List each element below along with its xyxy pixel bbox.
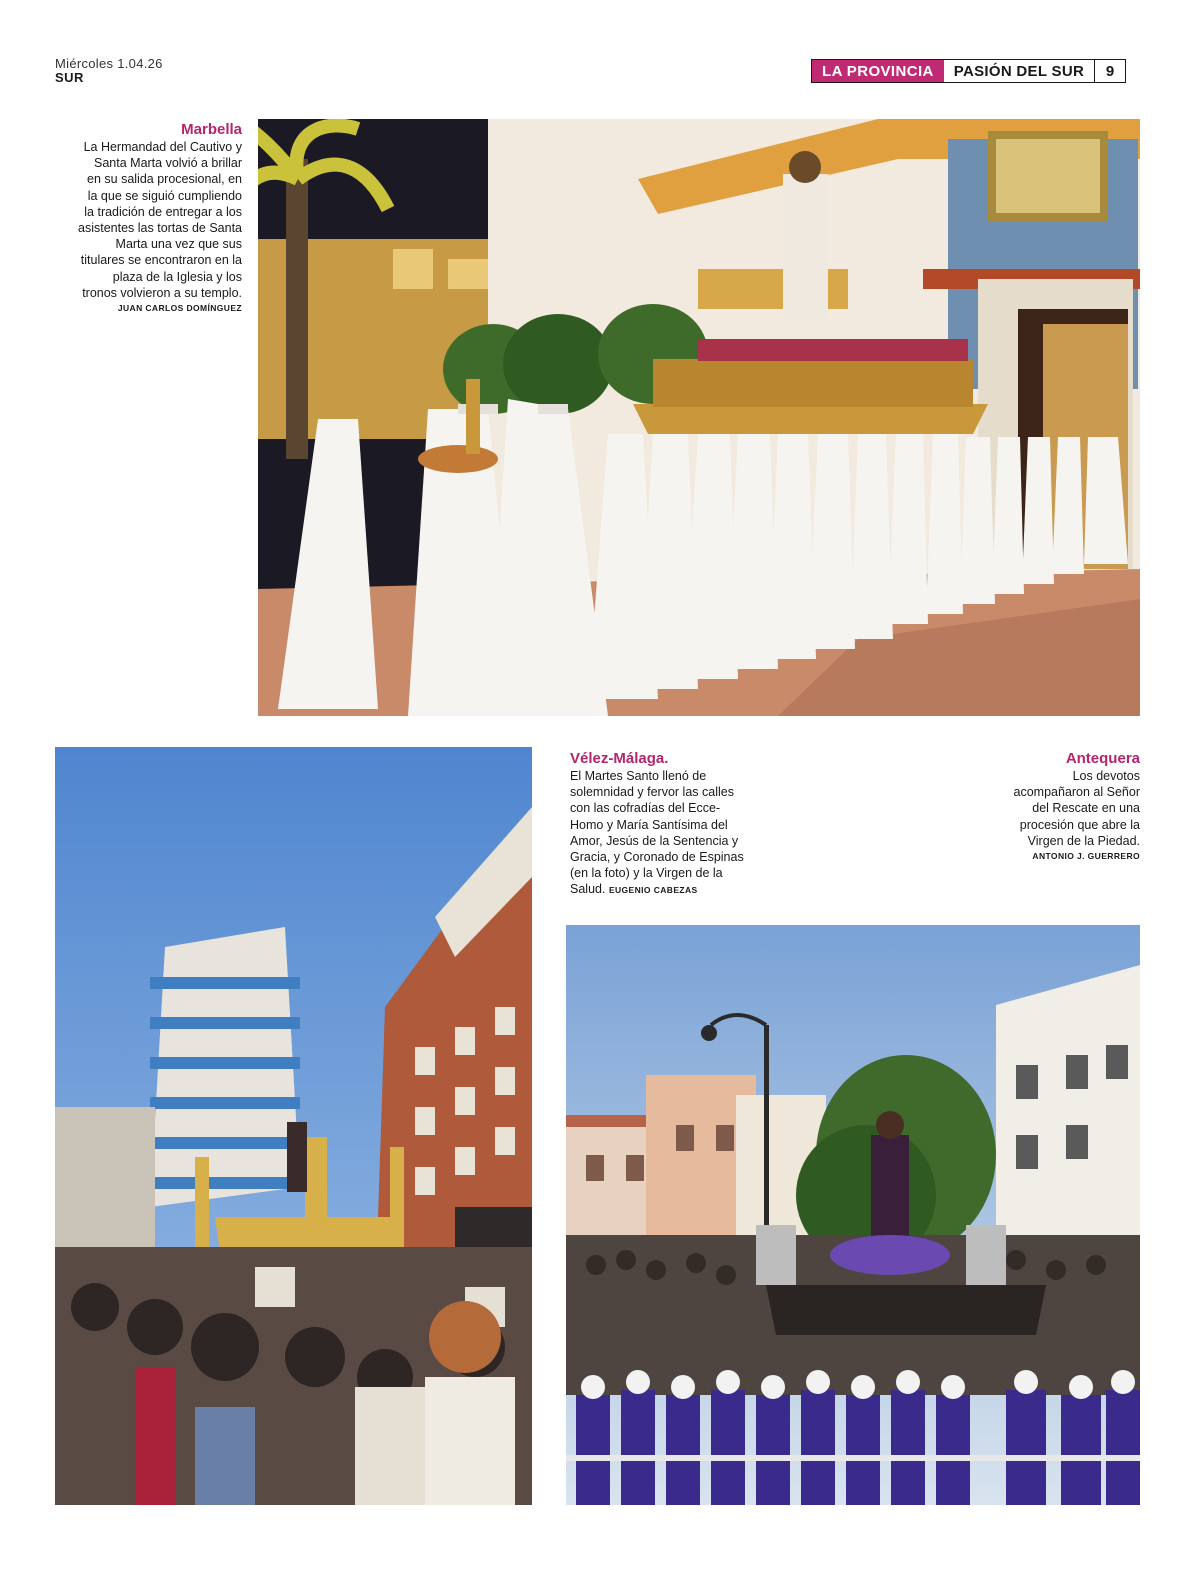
velez-malaga-procession-photo (55, 747, 532, 1505)
antequera-caption (960, 750, 1140, 861)
issue-date: Miércoles 1.04.26 (55, 56, 163, 71)
subsection-label: PASIÓN DEL SUR (944, 60, 1095, 82)
antequera-procession-photo (566, 925, 1140, 1505)
antequera-caption-title: Antequera (1065, 750, 1140, 767)
marbella-procession-photo (258, 119, 1140, 716)
velez-malaga-caption (570, 750, 750, 899)
marbella-caption-body: La Hermandad del Cautivo y Santa Marta volvió a brillar en su salida procesional, en la que se siguió cumpliendo la tradición de entregar a los asistentes las tortas de Santa Marta una vez que sus titulares se encontraron en la plaza de la Iglesia y los tronos volvieron a su templo. (78, 140, 242, 300)
marbella-caption-title: Marbella (181, 121, 242, 138)
velez-malaga-photo-credit: EUGENIO CABEZAS (608, 885, 698, 896)
publication-name: SUR (55, 70, 84, 85)
page-number: 9 (1095, 60, 1125, 82)
antequera-photo-credit: ANTONIO J. GUERRERO (1032, 851, 1140, 862)
velez-malaga-caption-body: El Martes Santo llenó de solemnidad y fervor las calles con las cofradías del Ecce- Homo y María Santísima del Amor, Jesús de la Sentencia y Gracia, y Coronado de Espinas (en la foto) y la Virgen de la Salud. EUGENIO CABEZAS (570, 769, 744, 897)
marbella-photo-credit: JUAN CARLOS DOMÍNGUEZ (117, 303, 242, 314)
antequera-caption-body: Los devotos acompañaron al Señor del Rescate en una procesión que abre la Virgen de la Piedad. (1013, 769, 1140, 848)
section-header (811, 59, 1126, 83)
section-label: LA PROVINCIA (812, 60, 944, 82)
marbella-caption (55, 121, 242, 313)
velez-malaga-caption-title: Vélez-Málaga. (570, 750, 669, 767)
